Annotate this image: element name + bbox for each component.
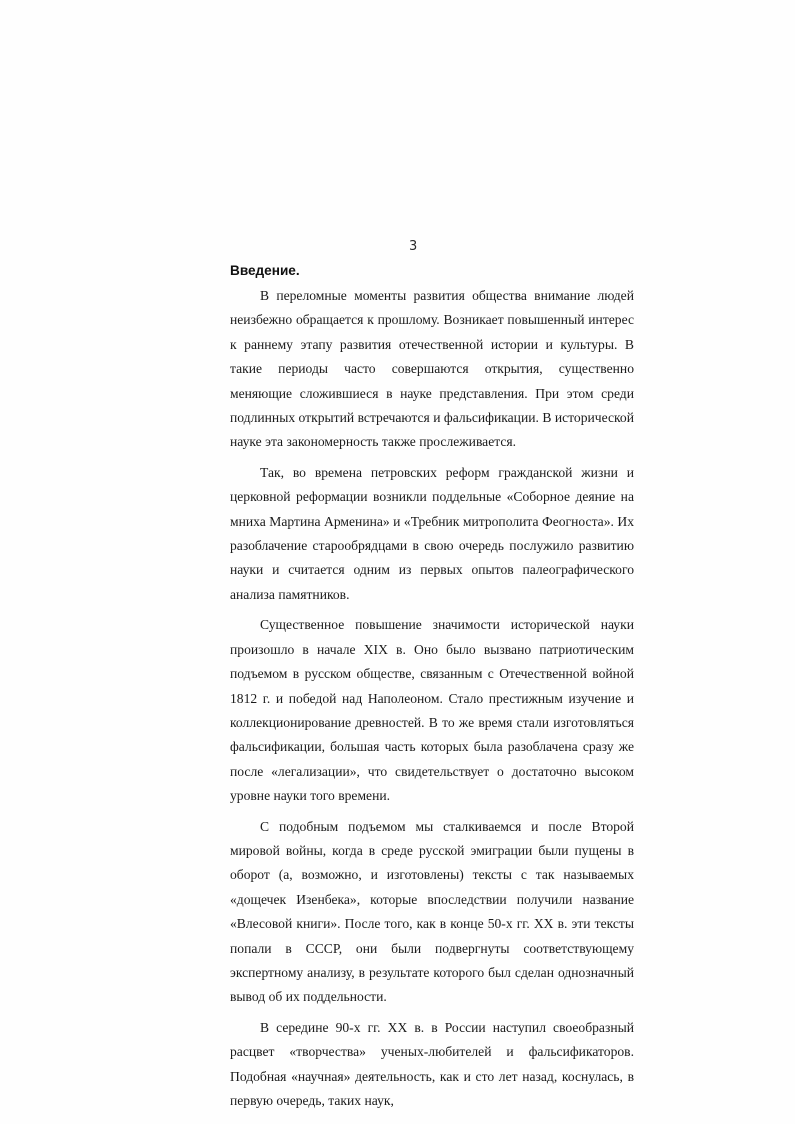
paragraph-text: Существенное повышение значимости исторической науки произошло в начале XIX в. Оно было вызвано патриотическим подъемом в русском обществе, связанным с Отечественной войной 1812 г. и победой над Наполеоном. Стало престижным изучение и коллекционирование древностей. В то же время стали изготовляться фальсификации, большая часть которых была разоблачена сразу же после «легализации», что свидетельствует о достаточно высоком уровне науки того времени.: [230, 617, 634, 804]
paragraph-text: В середине 90-х гг. XX в. в России наступил своеобразный расцвет «творчества» ученых-любителей и фальсификаторов. Подобная «научная» деятельность, как и сто лет назад, коснулась, в первую очередь, таких наук,: [230, 1019, 634, 1108]
paragraph-text: В переломные моменты развития общества внимание людей неизбежно обращается к прошлому. Возникает повышенный интерес к раннему этапу развития отечественной истории и культуры. В такие периоды часто совершаются открытия, существенно меняющие сложившиеся в науке представления. При этом среди подлинных открытий встречаются и фальсификации. В исторической науке эта закономерность также прослеживается.: [230, 288, 634, 450]
paragraph: [230, 1016, 634, 1114]
section-heading: Введение.: [230, 263, 300, 278]
paragraph: [230, 461, 634, 607]
paragraph: [230, 613, 634, 808]
paragraph-text: С подобным подъемом мы сталкиваемся и после Второй мировой войны, когда в среде русской эмиграции были пущены в оборот (а, возможно, и изготовлены) тексты с так называемых «дощечек Изенбека», которые впоследствии получили название «Влесовой книги». После того, как в конце 50-х гг. XX в. эти тексты попали в СССР, они были подвергнуты соответствующему экспертному анализу, в результате которого был сделан однозначный вывод об их поддельности.: [230, 818, 634, 1005]
paragraph: [230, 284, 634, 455]
page-number: 3: [409, 239, 418, 254]
paragraph: [230, 815, 634, 1010]
paragraph-text: Так, во времена петровских реформ гражданской жизни и церковной реформации возникли поддельные «Соборное деяние на мниха Мартина Арменина» и «Требник митрополита Феогноста». Их разоблачение старообрядцами в свою очередь послужило развитию науки и считается одним из первых опытов палеографического анализа памятников.: [230, 464, 634, 602]
body-text: [230, 258, 634, 1113]
